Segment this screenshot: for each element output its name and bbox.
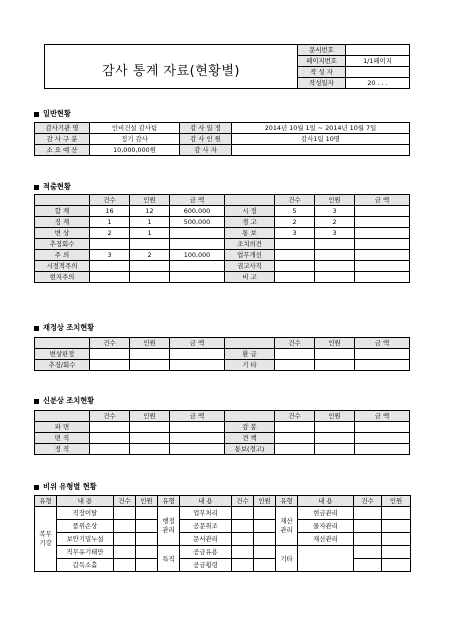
table-cell — [136, 559, 158, 572]
table-cell — [355, 261, 410, 272]
table-row — [35, 349, 410, 360]
table-cell — [90, 444, 130, 455]
table-cell — [130, 272, 170, 283]
table-cell — [90, 272, 130, 283]
column-header: 건수 — [275, 338, 315, 349]
table-cell — [232, 520, 254, 533]
table-cell — [355, 272, 410, 283]
column-header: 내 용 — [298, 496, 354, 507]
table-row — [35, 360, 410, 371]
table-cell: 소 요 예 산 — [35, 145, 90, 156]
table-cell — [275, 433, 315, 444]
section-heading-personnel — [34, 396, 94, 406]
section-heading-text: 적출현황 — [43, 182, 71, 191]
table-cell: 기 타 — [225, 360, 275, 371]
table-cell — [275, 261, 315, 272]
column-header: 인원 — [130, 411, 170, 422]
column-header — [35, 338, 90, 349]
table-cell: 감 사 구 분 — [35, 134, 90, 145]
column-header: 인원 — [315, 338, 355, 349]
column-header: 유형 — [35, 496, 57, 507]
doc-info-row — [298, 78, 410, 89]
table-row — [35, 507, 411, 520]
table-cell — [170, 228, 225, 239]
table-header-row — [35, 338, 410, 349]
table-cell — [130, 239, 170, 250]
table-row — [35, 250, 410, 261]
column-header: 금 액 — [170, 338, 225, 349]
irregular-table — [34, 495, 411, 572]
table-cell: 인비건설 감사팀 — [90, 123, 180, 134]
table-cell — [232, 145, 410, 156]
table-cell: 징 계 — [35, 217, 90, 228]
table-cell: 5 — [275, 206, 315, 217]
table-row — [35, 228, 410, 239]
table-cell: 통 보 — [225, 228, 275, 239]
table-cell — [355, 444, 410, 455]
column-header: 금 액 — [355, 411, 410, 422]
table-header-row — [35, 195, 410, 206]
table-cell — [114, 546, 136, 559]
table-cell — [114, 520, 136, 533]
table-cell: 파 면 — [35, 422, 90, 433]
table-cell: 감사1팀 10명 — [232, 134, 410, 145]
table-cell — [275, 422, 315, 433]
column-header: 인원 — [315, 411, 355, 422]
table-cell: 2 — [275, 217, 315, 228]
table-cell: 500,000 — [170, 217, 225, 228]
table-cell — [382, 559, 411, 572]
table-cell — [254, 520, 276, 533]
column-header: 건수 — [90, 338, 130, 349]
table-cell — [136, 546, 158, 559]
table-cell: 정기 감사 — [90, 134, 180, 145]
section-heading-text: 신분상 조치현황 — [43, 396, 95, 405]
table-cell: 조치의견 — [225, 239, 275, 250]
table-cell — [382, 533, 411, 546]
column-header: 건수 — [354, 496, 382, 507]
table-cell — [136, 507, 158, 520]
table-row — [35, 444, 410, 455]
column-header: 유형 — [276, 496, 298, 507]
table-cell: 100,000 — [170, 250, 225, 261]
column-header: 인원 — [130, 195, 170, 206]
bullet-square-icon — [34, 112, 39, 117]
table-cell: 1 — [90, 217, 130, 228]
table-cell — [355, 250, 410, 261]
bullet-square-icon — [34, 485, 39, 490]
table-cell — [315, 239, 355, 250]
document-title: 감사 통계 자료(현황별) — [102, 64, 240, 79]
doc-info-label: 페이지번호 — [298, 56, 346, 67]
table-cell: 공문취조 — [180, 520, 232, 533]
table-cell — [114, 533, 136, 546]
table-cell: 재산관리 — [298, 533, 354, 546]
table-cell: 공금유용 — [180, 546, 232, 559]
table-cell: 3 — [315, 206, 355, 217]
table-cell — [315, 444, 355, 455]
section-heading-irregular — [34, 482, 97, 492]
column-header: 내 용 — [57, 496, 114, 507]
doc-info-row — [298, 67, 410, 78]
table-cell — [354, 546, 382, 559]
table-row — [35, 559, 411, 572]
table-cell — [275, 239, 315, 250]
table-cell — [170, 444, 225, 455]
doc-info-row — [298, 56, 410, 67]
column-header: 건수 — [232, 496, 254, 507]
table-cell: 2 — [315, 217, 355, 228]
table-header-row — [35, 496, 411, 507]
table-cell — [354, 533, 382, 546]
column-header: 금 액 — [170, 195, 225, 206]
table-cell — [232, 533, 254, 546]
table-cell — [170, 272, 225, 283]
table-cell: 업무개선 — [225, 250, 275, 261]
table-cell — [130, 360, 170, 371]
table-row — [35, 123, 410, 134]
table-cell: 12 — [130, 206, 170, 217]
table-cell: 정 직 — [35, 444, 90, 455]
column-header — [225, 411, 275, 422]
table-header-row — [35, 411, 410, 422]
table-cell — [254, 533, 276, 546]
table-cell: 품위손상 — [57, 520, 114, 533]
table-cell: 주 의 — [35, 250, 90, 261]
table-cell: 복무 기강 — [35, 507, 57, 572]
table-cell — [114, 507, 136, 520]
table-row — [35, 217, 410, 228]
table-cell — [275, 360, 315, 371]
column-header — [35, 195, 90, 206]
table-cell: 2 — [130, 250, 170, 261]
findings-table — [34, 194, 410, 283]
table-cell: 10,000,000원 — [90, 145, 180, 156]
table-row — [35, 145, 410, 156]
table-cell: 1 — [130, 228, 170, 239]
column-header: 내 용 — [180, 496, 232, 507]
table-cell — [355, 360, 410, 371]
table-cell: 재산 관리 — [276, 507, 298, 546]
table-cell: 600,000 — [170, 206, 225, 217]
table-cell: 3 — [275, 228, 315, 239]
column-header: 인원 — [382, 496, 411, 507]
table-cell — [232, 546, 254, 559]
table-cell — [315, 261, 355, 272]
table-row — [35, 239, 410, 250]
table-cell: 현금관리 — [298, 507, 354, 520]
column-header: 건수 — [114, 496, 136, 507]
table-cell — [355, 206, 410, 217]
column-header: 인원 — [254, 496, 276, 507]
doc-info-value: 1/1페이지 — [346, 56, 410, 67]
column-header: 인원 — [315, 195, 355, 206]
table-cell — [130, 349, 170, 360]
table-cell: 행정 관리 — [158, 507, 180, 546]
financial-table — [34, 337, 410, 371]
table-cell — [130, 261, 170, 272]
column-header: 인원 — [130, 338, 170, 349]
table-cell — [315, 272, 355, 283]
table-cell — [136, 520, 158, 533]
table-cell: 2014년 10월 1일 ~ 2014년 10월 7일 — [232, 123, 410, 134]
table-cell: 경 고 — [225, 217, 275, 228]
table-cell — [136, 533, 158, 546]
table-cell: 1 — [130, 217, 170, 228]
table-cell — [170, 433, 225, 444]
table-row — [35, 261, 410, 272]
section-heading-financial — [34, 323, 94, 333]
table-cell — [315, 422, 355, 433]
doc-info-table — [297, 44, 410, 89]
table-cell — [130, 444, 170, 455]
column-header: 건수 — [90, 195, 130, 206]
table-cell: 통보(경고) — [225, 444, 275, 455]
table-cell: 업무처리 — [180, 507, 232, 520]
table-cell: 시정적주의 — [35, 261, 90, 272]
table-cell — [275, 272, 315, 283]
table-cell — [170, 360, 225, 371]
column-header: 금 액 — [355, 195, 410, 206]
table-row — [35, 520, 411, 533]
table-cell — [170, 422, 225, 433]
section-heading-findings — [34, 182, 71, 192]
table-cell — [354, 507, 382, 520]
column-header: 건수 — [275, 411, 315, 422]
table-cell — [315, 433, 355, 444]
table-cell — [90, 433, 130, 444]
table-row — [35, 206, 410, 217]
table-cell — [170, 349, 225, 360]
doc-info-value — [346, 67, 410, 78]
table-cell: 갑독소홀 — [57, 559, 114, 572]
table-cell: 면 직 — [35, 433, 90, 444]
document-title-box — [44, 44, 298, 89]
table-cell: 문서관리 — [180, 533, 232, 546]
table-cell: 합 계 — [35, 206, 90, 217]
table-row — [35, 533, 411, 546]
table-cell: 비 고 — [225, 272, 275, 283]
table-cell: 3 — [90, 250, 130, 261]
column-header: 건수 — [275, 195, 315, 206]
table-cell — [232, 507, 254, 520]
section-heading-general — [34, 109, 71, 119]
table-cell: 권고사직 — [225, 261, 275, 272]
column-header — [225, 195, 275, 206]
table-cell — [254, 507, 276, 520]
bullet-square-icon — [34, 399, 39, 404]
column-header — [35, 411, 90, 422]
bullet-square-icon — [34, 326, 39, 331]
table-cell: 3 — [315, 228, 355, 239]
table-cell: 변상판정 — [35, 349, 90, 360]
table-cell — [382, 546, 411, 559]
doc-info-label: 문서번호 — [298, 45, 346, 56]
table-cell — [90, 349, 130, 360]
table-cell: 감사기관 명 — [35, 123, 90, 134]
table-cell — [355, 349, 410, 360]
table-cell: 직무유기태만 — [57, 546, 114, 559]
table-cell — [275, 349, 315, 360]
table-cell: 보안기밀누설 — [57, 533, 114, 546]
table-row — [35, 422, 410, 433]
table-cell: 물자관리 — [298, 520, 354, 533]
table-cell — [315, 250, 355, 261]
section-heading-text: 비위 유형별 현황 — [43, 482, 97, 491]
table-cell — [90, 360, 130, 371]
table-cell — [382, 520, 411, 533]
table-cell — [114, 559, 136, 572]
table-cell — [90, 239, 130, 250]
section-heading-text: 재정상 조치현황 — [43, 323, 95, 332]
bullet-square-icon — [34, 185, 39, 190]
table-cell: 감 봉 — [225, 422, 275, 433]
table-cell: 감 사 인 원 — [180, 134, 232, 145]
column-header: 건수 — [90, 411, 130, 422]
table-cell: 견 책 — [225, 433, 275, 444]
table-cell — [355, 239, 410, 250]
table-cell — [254, 559, 276, 572]
table-cell: 변 상 — [35, 228, 90, 239]
table-cell — [130, 422, 170, 433]
table-cell: 시 정 — [225, 206, 275, 217]
table-cell: 환 급 — [225, 349, 275, 360]
table-cell — [275, 250, 315, 261]
column-header: 인원 — [136, 496, 158, 507]
column-header: 금 액 — [355, 338, 410, 349]
general-table — [34, 122, 410, 156]
table-cell — [355, 422, 410, 433]
table-cell: 현지주의 — [35, 272, 90, 283]
table-cell — [254, 546, 276, 559]
table-cell: 기타 — [276, 546, 298, 572]
doc-info-label: 작 성 자 — [298, 67, 346, 78]
table-cell — [298, 546, 354, 572]
table-cell: 공금횡령 — [180, 559, 232, 572]
table-cell — [90, 422, 130, 433]
table-cell — [90, 261, 130, 272]
table-cell — [170, 239, 225, 250]
table-cell: 2 — [90, 228, 130, 239]
table-cell — [232, 559, 254, 572]
table-cell: 16 — [90, 206, 130, 217]
table-cell: 직장이탈 — [57, 507, 114, 520]
column-header — [225, 338, 275, 349]
table-cell — [355, 433, 410, 444]
table-cell — [355, 228, 410, 239]
doc-info-value — [346, 45, 410, 56]
table-cell: 특직 — [158, 546, 180, 572]
doc-info-row — [298, 45, 410, 56]
section-heading-text: 일반현황 — [43, 109, 71, 118]
table-cell — [315, 360, 355, 371]
table-cell — [130, 433, 170, 444]
table-cell: 감 사 자 — [180, 145, 232, 156]
table-row — [35, 546, 411, 559]
doc-info-value: 20 . . . — [346, 78, 410, 89]
table-row — [35, 433, 410, 444]
table-cell — [354, 559, 382, 572]
table-row — [35, 272, 410, 283]
table-cell — [275, 444, 315, 455]
table-cell: 추징/회수 — [35, 360, 90, 371]
column-header: 유형 — [158, 496, 180, 507]
personnel-table — [34, 410, 410, 455]
table-cell — [354, 520, 382, 533]
table-cell: 감 사 일 정 — [180, 123, 232, 134]
table-cell — [355, 217, 410, 228]
column-header: 금 액 — [170, 411, 225, 422]
table-cell — [382, 507, 411, 520]
table-cell — [315, 349, 355, 360]
table-cell: 추징회수 — [35, 239, 90, 250]
table-row — [35, 134, 410, 145]
doc-info-label: 작성일자 — [298, 78, 346, 89]
table-cell — [170, 261, 225, 272]
